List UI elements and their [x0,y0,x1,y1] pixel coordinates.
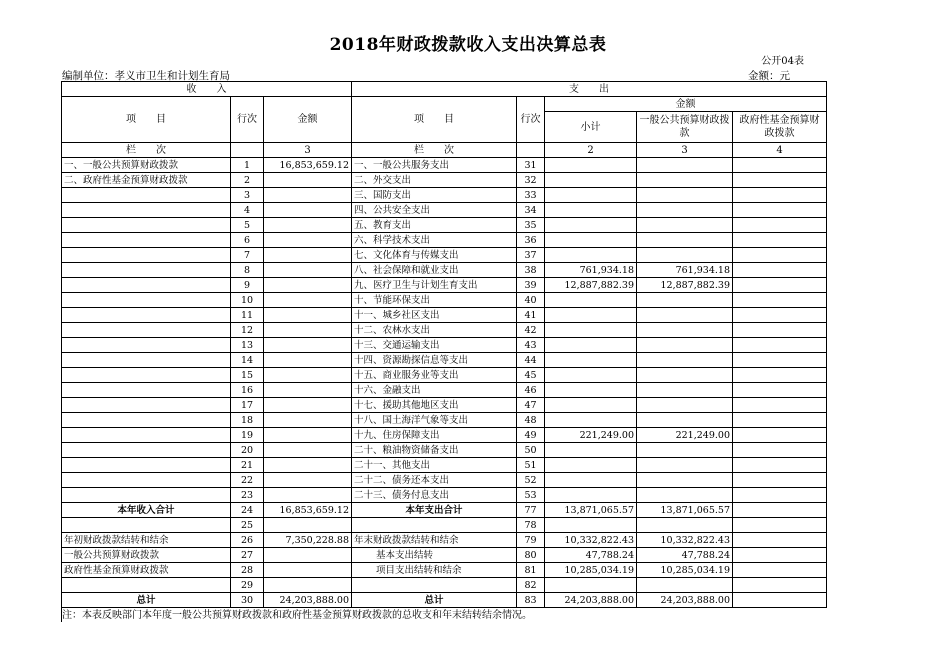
gov-fund-amount [733,443,827,458]
expense-item: 十六、金融支出 [352,383,517,398]
expense-row-no: 33 [517,188,545,203]
expense-item: 十七、援助其他地区支出 [352,398,517,413]
income-item [62,293,231,308]
expense-item: 十、节能环保支出 [352,293,517,308]
income-amount [264,353,352,368]
expense-item: 六、科学技术支出 [352,233,517,248]
income-amount: 16,853,659.12 [264,158,352,173]
income-item: 政府性基金预算财政拨款 [62,563,231,578]
expense-rowno-header: 行次 [517,97,545,143]
income-item [62,428,231,443]
subtotal-amount: 761,934.18 [545,263,637,278]
expense-item: 七、文化体育与传媒支出 [352,248,517,263]
income-amount [264,203,352,218]
income-amount [264,383,352,398]
expense-item-header: 项 目 [352,97,517,143]
general-budget-amount [637,413,733,428]
general-budget-amount [637,398,733,413]
subtotal-amount [545,368,637,383]
income-row-no: 27 [231,548,264,563]
table-row [62,443,827,458]
income-amount [264,188,352,203]
subtotal-amount: 221,249.00 [545,428,637,443]
subtotal-amount [545,383,637,398]
expense-item: 十八、国土海洋气象等支出 [352,413,517,428]
income-item-header: 项 目 [62,97,231,143]
subtotal-amount [545,203,637,218]
amount-unit: 金额：元 [748,70,790,82]
general-budget-amount [637,158,733,173]
general-budget-amount: 12,887,882.39 [637,278,733,293]
general-budget-amount: 761,934.18 [637,263,733,278]
table-row [62,308,827,323]
income-row-no: 9 [231,278,264,293]
income-item: 本年收入合计 [62,503,231,518]
expense-row-no: 50 [517,443,545,458]
expense-item: 十三、交通运输支出 [352,338,517,353]
general-budget-amount [637,293,733,308]
subtotal-amount: 12,887,882.39 [545,278,637,293]
gov-fund-amount [733,308,827,323]
expense-row-no: 41 [517,308,545,323]
expense-item: 年末财政拨款结转和结余 [352,533,517,548]
general-budget-amount [637,473,733,488]
subtotal-amount [545,293,637,308]
income-row-no: 19 [231,428,264,443]
income-row-no: 23 [231,488,264,503]
income-row-no: 2 [231,173,264,188]
table-row [62,428,827,443]
subtotal-amount [545,578,637,593]
table-row [62,473,827,488]
table-row [62,578,827,593]
expense-row-no: 34 [517,203,545,218]
income-row-no: 21 [231,458,264,473]
general-budget-amount [637,458,733,473]
table-row [62,263,827,278]
subtotal-amount: 24,203,888.00 [545,593,637,608]
subtotal-amount: 47,788.24 [545,548,637,563]
general-budget-amount [637,353,733,368]
income-amount [264,338,352,353]
gov-fund-header: 政府性基金预算财政拨款 [733,112,827,143]
table-row [62,353,827,368]
income-amount [264,443,352,458]
income-amount [264,368,352,383]
expense-row-no: 49 [517,428,545,443]
expense-row-no: 47 [517,398,545,413]
expense-row-no: 83 [517,593,545,608]
income-amount [264,563,352,578]
income-amount [264,263,352,278]
subtotal-amount [545,158,637,173]
expense-item [352,578,517,593]
subtotal-amount [545,188,637,203]
income-row-no: 1 [231,158,264,173]
subtotal-amount [545,233,637,248]
subtotal-amount [545,458,637,473]
income-row-no: 14 [231,353,264,368]
income-amount: 24,203,888.00 [264,593,352,608]
expense-item: 一、一般公共服务支出 [352,158,517,173]
general-budget-amount [637,518,733,533]
expense-header: 支 出 [352,82,827,97]
gov-fund-amount [733,203,827,218]
expense-item: 十四、资源勘探信息等支出 [352,353,517,368]
expense-item: 十九、住房保障支出 [352,428,517,443]
expense-item: 总计 [352,593,517,608]
income-row-no: 24 [231,503,264,518]
col-index-3: 3 [264,143,352,158]
gov-fund-amount [733,158,827,173]
income-item [62,278,231,293]
income-row-no: 26 [231,533,264,548]
income-item [62,308,231,323]
table-row [62,563,827,578]
income-rowno-header: 行次 [231,97,264,143]
income-item [62,248,231,263]
income-amount [264,548,352,563]
income-row-no: 4 [231,203,264,218]
gov-fund-amount [733,473,827,488]
subtotal-amount [545,248,637,263]
expense-row-no: 37 [517,248,545,263]
expense-item: 二十、粮油物资储备支出 [352,443,517,458]
table-row [62,218,827,233]
income-item [62,458,231,473]
income-item [62,338,231,353]
income-item [62,443,231,458]
expense-item: 五、教育支出 [352,218,517,233]
general-budget-amount: 47,788.24 [637,548,733,563]
table-row [62,533,827,548]
expense-item: 十五、商业服务业等支出 [352,368,517,383]
income-item [62,473,231,488]
expense-item: 四、公共安全支出 [352,203,517,218]
general-budget-amount [637,443,733,458]
subtotal-amount: 10,285,034.19 [545,563,637,578]
income-row-no: 6 [231,233,264,248]
lanci-label: 栏 次 [62,143,231,158]
gov-fund-amount [733,458,827,473]
subtotal-amount [545,218,637,233]
expense-item [352,518,517,533]
income-amount-header: 金额 [264,97,352,143]
income-amount [264,233,352,248]
income-amount [264,488,352,503]
gov-fund-amount [733,248,827,263]
income-row-no: 16 [231,383,264,398]
lanci-empty [517,143,545,158]
subtotal-amount [545,323,637,338]
gov-fund-amount [733,518,827,533]
income-row-no: 30 [231,593,264,608]
income-item: 二、政府性基金预算财政拨款 [62,173,231,188]
expense-item: 十二、农林水支出 [352,323,517,338]
footnote: 注：本表反映部门本年度一般公共预算财政拨款和政府性基金预算财政拨款的总收支和年末结转结余情况。 [62,610,532,621]
expense-row-no: 36 [517,233,545,248]
expense-row-no: 31 [517,158,545,173]
income-row-no: 11 [231,308,264,323]
expense-row-no: 52 [517,473,545,488]
gov-fund-amount [733,338,827,353]
table-row [62,188,827,203]
income-amount [264,173,352,188]
income-row-no: 5 [231,218,264,233]
subtotal-amount [545,398,637,413]
general-budget-amount [637,578,733,593]
gov-fund-amount [733,293,827,308]
subtotal-amount [545,338,637,353]
general-budget-amount [637,338,733,353]
income-row-no: 15 [231,368,264,383]
org-label: 编制单位：孝义市卫生和计划生育局 [62,70,230,82]
general-budget-amount [637,308,733,323]
gov-fund-amount [733,278,827,293]
expense-item: 项目支出结转和结余 [352,563,517,578]
table-row [62,173,827,188]
gov-fund-amount [733,368,827,383]
expense-item: 二十二、债务还本支出 [352,473,517,488]
income-item [62,383,231,398]
table-row [62,383,827,398]
table-row [62,338,827,353]
general-budget-amount: 24,203,888.00 [637,593,733,608]
income-amount: 16,853,659.12 [264,503,352,518]
income-row-no: 20 [231,443,264,458]
expense-item: 三、国防支出 [352,188,517,203]
gov-fund-amount [733,563,827,578]
income-item [62,518,231,533]
expense-item: 二十一、其他支出 [352,458,517,473]
income-row-no: 12 [231,323,264,338]
table-row [62,548,827,563]
expense-item: 八、社会保障和就业支出 [352,263,517,278]
general-budget-amount [637,233,733,248]
income-row-no: 17 [231,398,264,413]
general-budget-amount: 13,871,065.57 [637,503,733,518]
expense-row-no: 45 [517,368,545,383]
income-row-no: 22 [231,473,264,488]
expense-row-no: 79 [517,533,545,548]
income-item: 年初财政拨款结转和结余 [62,533,231,548]
income-item [62,368,231,383]
table-row [62,203,827,218]
table-row [62,278,827,293]
general-budget-amount [637,203,733,218]
table-row [62,503,827,518]
gov-fund-amount [733,263,827,278]
gov-fund-amount [733,323,827,338]
income-amount: 7,350,228.88 [264,533,352,548]
report-title: 2018年财政拨款收入支出决算总表 [329,35,607,55]
general-budget-amount [637,218,733,233]
gov-fund-amount [733,533,827,548]
income-item [62,263,231,278]
subtotal-amount [545,473,637,488]
subtotal-amount [545,308,637,323]
gov-fund-amount [733,488,827,503]
subtotal-amount [545,488,637,503]
general-budget-amount: 221,249.00 [637,428,733,443]
expense-row-no: 39 [517,278,545,293]
subtotal-amount [545,518,637,533]
income-item [62,233,231,248]
gov-fund-amount [733,413,827,428]
income-item [62,413,231,428]
general-budget-header: 一般公共预算财政拨款 [637,112,733,143]
income-item [62,218,231,233]
subtotal-amount [545,173,637,188]
gov-fund-amount [733,578,827,593]
gov-fund-amount [733,503,827,518]
table-row [62,398,827,413]
col-index-2: 2 [545,143,637,158]
income-amount [264,518,352,533]
income-amount [264,413,352,428]
gov-fund-amount [733,188,827,203]
table-row [62,323,827,338]
expense-row-no: 81 [517,563,545,578]
income-row-no: 8 [231,263,264,278]
table-row [62,518,827,533]
budget-table [61,81,827,608]
expense-row-no: 48 [517,413,545,428]
expense-item: 九、医疗卫生与计划生育支出 [352,278,517,293]
table-row [62,413,827,428]
gov-fund-amount [733,233,827,248]
gov-fund-amount [733,593,827,608]
subtotal-amount [545,443,637,458]
expense-row-no: 82 [517,578,545,593]
amount-group-header: 金额 [545,97,827,112]
general-budget-amount: 10,285,034.19 [637,563,733,578]
income-item: 一、一般公共预算财政拨款 [62,158,231,173]
expense-row-no: 44 [517,353,545,368]
income-amount [264,308,352,323]
income-amount [264,248,352,263]
expense-row-no: 43 [517,338,545,353]
income-amount [264,578,352,593]
income-row-no: 10 [231,293,264,308]
gov-fund-amount [733,353,827,368]
expense-row-no: 78 [517,518,545,533]
table-row [62,248,827,263]
subtotal-amount: 13,871,065.57 [545,503,637,518]
income-amount [264,278,352,293]
table-row [62,158,827,173]
general-budget-amount [637,173,733,188]
subtotal-amount: 10,332,822.43 [545,533,637,548]
gov-fund-amount [733,173,827,188]
lanci-empty [231,143,264,158]
form-number: 公开04表 [761,56,804,67]
income-item: 一般公共预算财政拨款 [62,548,231,563]
subtotal-amount [545,353,637,368]
expense-row-no: 53 [517,488,545,503]
general-budget-amount [637,383,733,398]
expense-item: 十一、城乡社区支出 [352,308,517,323]
subtotal-header: 小计 [545,112,637,143]
gov-fund-amount [733,398,827,413]
income-row-no: 18 [231,413,264,428]
expense-row-no: 38 [517,263,545,278]
income-item: 总计 [62,593,231,608]
general-budget-amount [637,488,733,503]
income-item [62,203,231,218]
income-amount [264,218,352,233]
gov-fund-amount [733,383,827,398]
income-amount [264,458,352,473]
expense-item: 二、外交支出 [352,173,517,188]
expense-row-no: 46 [517,383,545,398]
lanci-label: 栏 次 [352,143,517,158]
table-row [62,233,827,248]
expense-row-no: 32 [517,173,545,188]
col-index-4: 4 [733,143,827,158]
income-row-no: 13 [231,338,264,353]
income-item [62,578,231,593]
table-row [62,458,827,473]
general-budget-amount [637,188,733,203]
income-row-no: 28 [231,563,264,578]
table-row [62,368,827,383]
general-budget-amount [637,323,733,338]
income-item [62,353,231,368]
income-item [62,398,231,413]
expense-item: 二十三、债务付息支出 [352,488,517,503]
expense-row-no: 42 [517,323,545,338]
expense-item: 基本支出结转 [352,548,517,563]
expense-item: 本年支出合计 [352,503,517,518]
general-budget-amount [637,248,733,263]
gov-fund-amount [733,218,827,233]
expense-row-no: 35 [517,218,545,233]
expense-row-no: 40 [517,293,545,308]
income-amount [264,473,352,488]
income-row-no: 25 [231,518,264,533]
income-header: 收 入 [62,82,352,97]
income-item [62,488,231,503]
income-amount [264,323,352,338]
income-amount [264,398,352,413]
general-budget-amount: 10,332,822.43 [637,533,733,548]
income-item [62,323,231,338]
gov-fund-amount [733,428,827,443]
expense-row-no: 77 [517,503,545,518]
table-row [62,293,827,308]
income-item [62,188,231,203]
income-row-no: 3 [231,188,264,203]
table-row [62,488,827,503]
expense-row-no: 51 [517,458,545,473]
expense-row-no: 80 [517,548,545,563]
income-amount [264,428,352,443]
income-amount [264,293,352,308]
gov-fund-amount [733,548,827,563]
income-row-no: 7 [231,248,264,263]
general-budget-amount [637,368,733,383]
income-row-no: 29 [231,578,264,593]
subtotal-amount [545,413,637,428]
col-index-3b: 3 [637,143,733,158]
